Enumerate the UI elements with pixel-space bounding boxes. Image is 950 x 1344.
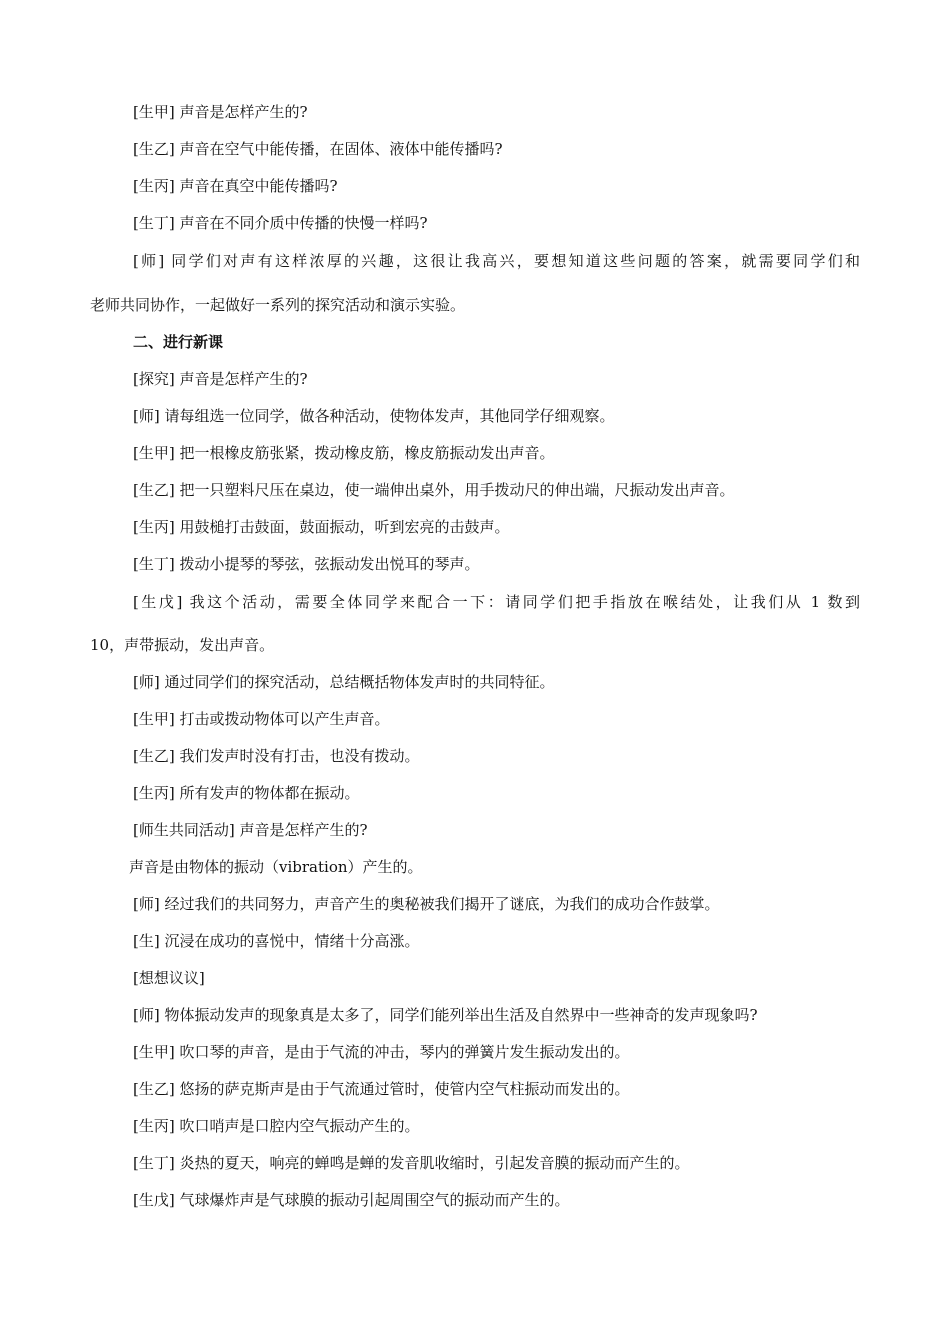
section-heading: 二、进行新课 [133,333,224,351]
dialogue-line: [师] 通过同学们的探究活动，总结概括物体发声时的共同特征。 [133,673,555,691]
dialogue-line: [生丙] 用鼓槌打击鼓面，鼓面振动，听到宏亮的击鼓声。 [133,518,510,536]
dialogue-line: [生戊] 气球爆炸声是气球膜的振动引起周围空气的振动而产生的。 [133,1191,570,1209]
dialogue-line: [生甲] 打击或拨动物体可以产生声音。 [133,710,390,728]
dialogue-line-continuation: 老师共同协作，一起做好一系列的探究活动和演示实验。 [90,296,466,314]
dialogue-line: [生丙] 吹口哨声是口腔内空气振动产生的。 [133,1117,420,1135]
conclusion-line: 声音是由物体的振动（vibration）产生的。 [129,858,423,876]
dialogue-line: [生乙] 声音在空气中能传播，在固体、液体中能传播吗? [133,140,503,158]
dialogue-line: [师] 同学们对声有这样浓厚的兴趣，这很让我高兴，要想知道这些问题的答案，就需要同学们和 [133,252,860,270]
dialogue-line: [生丙] 声音在真空中能传播吗? [133,177,338,195]
dialogue-line: [生甲] 吹口琴的声音，是由于气流的冲击，琴内的弹簧片发生振动发出的。 [133,1043,630,1061]
dialogue-line: [师生共同活动] 声音是怎样产生的? [133,821,368,839]
dialogue-line: [生丁] 声音在不同介质中传播的快慢一样吗? [133,214,428,232]
dialogue-line: [生丙] 所有发声的物体都在振动。 [133,784,360,802]
dialogue-line: [师] 经过我们的共同努力，声音产生的奥秘被我们揭开了谜底，为我们的成功合作鼓掌。 [133,895,720,913]
subsection-label: [想想议议] [133,969,205,987]
dialogue-line: [师] 物体振动发声的现象真是太多了，同学们能列举出生活及自然界中一些神奇的发声现象吗? [133,1006,758,1024]
dialogue-line: [生戊] 我这个活动，需要全体同学来配合一下：请同学们把手指放在喉结处，让我们从 1 数到 [133,593,860,611]
dialogue-line: [生丁] 炎热的夏天，响亮的蝉鸣是蝉的发音肌收缩时，引起发音膜的振动而产生的。 [133,1154,690,1172]
dialogue-line: [生丁] 拨动小提琴的琴弦，弦振动发出悦耳的琴声。 [133,555,480,573]
dialogue-line: [生甲] 声音是怎样产生的? [133,103,308,121]
dialogue-line: [生乙] 悠扬的萨克斯声是由于气流通过管时，使管内空气柱振动而发出的。 [133,1080,630,1098]
dialogue-line: [生乙] 把一只塑料尺压在桌边，使一端伸出桌外，用手拨动尺的伸出端，尺振动发出声音。 [133,481,735,499]
dialogue-line: [生乙] 我们发声时没有打击，也没有拨动。 [133,747,420,765]
dialogue-line: [师] 请每组选一位同学，做各种活动，使物体发声，其他同学仔细观察。 [133,407,615,425]
dialogue-line: [生] 沉浸在成功的喜悦中，情绪十分高涨。 [133,932,420,950]
dialogue-line: [探究] 声音是怎样产生的? [133,370,308,388]
dialogue-line: [生甲] 把一根橡皮筋张紧，拨动橡皮筋，橡皮筋振动发出声音。 [133,444,555,462]
dialogue-line-continuation: 10，声带振动，发出声音。 [90,636,275,654]
